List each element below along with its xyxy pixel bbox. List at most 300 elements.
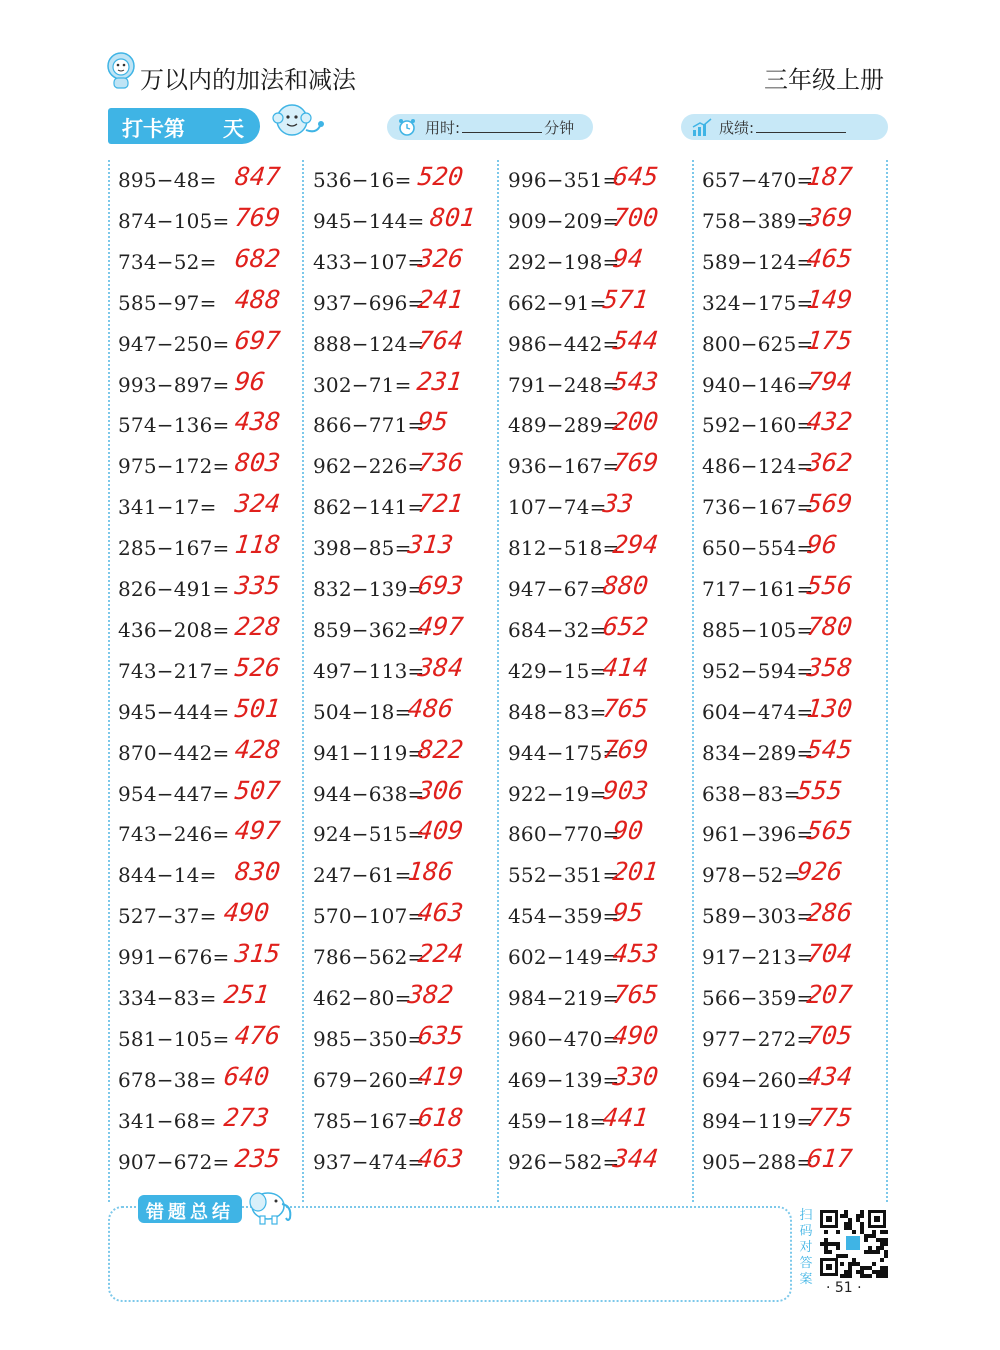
handwritten-answer[interactable]: 463: [416, 1143, 465, 1173]
exercise-row: [118, 487, 303, 528]
handwritten-answer[interactable]: 507: [233, 775, 282, 805]
equation: 996−351=: [508, 168, 620, 192]
exercise-row: [508, 528, 693, 569]
equation: 978−52=: [702, 863, 801, 888]
handwritten-answer[interactable]: 294: [611, 530, 660, 560]
equation: 589−303=: [702, 904, 814, 929]
exercise-row: [508, 405, 693, 446]
equation: 107−74=: [508, 495, 607, 520]
equation: 977−272=: [702, 1026, 814, 1051]
equation: 462−80=: [313, 986, 412, 1010]
exercise-row: [118, 978, 303, 1019]
exercise-row: [118, 1101, 303, 1142]
equation: 302−71=: [313, 372, 412, 397]
equation: 589−124=: [702, 249, 814, 274]
equation: 985−350=: [313, 1026, 425, 1051]
exercise-row: [313, 610, 498, 651]
exercise-row: [313, 814, 498, 855]
equation: 334−83=: [118, 986, 217, 1010]
handwritten-answer[interactable]: 358: [805, 652, 854, 682]
handwritten-answer[interactable]: 434: [805, 1061, 854, 1091]
handwritten-answer[interactable]: 617: [805, 1143, 854, 1173]
equation: 592−160=: [702, 413, 814, 438]
handwritten-answer[interactable]: 697: [233, 325, 282, 355]
equation: 791−248=: [508, 372, 620, 397]
exercise-row: [118, 365, 303, 406]
handwritten-answer[interactable]: 721: [416, 489, 465, 519]
handwritten-answer[interactable]: 490: [222, 898, 271, 928]
handwritten-answer[interactable]: 414: [601, 652, 650, 682]
exercise-row: [508, 283, 693, 324]
handwritten-answer[interactable]: 201: [611, 857, 660, 887]
equation: 743−217=: [118, 658, 230, 683]
equation: 944−175=: [508, 740, 620, 765]
exercise-row: [313, 1142, 498, 1183]
equation: 924−515=: [313, 822, 425, 847]
handwritten-answer[interactable]: 419: [416, 1061, 465, 1091]
exercise-row: [118, 324, 303, 365]
handwritten-answer[interactable]: 769: [601, 734, 650, 764]
equation: 552−351=: [508, 863, 620, 888]
grade-label: 三年级上册: [764, 66, 884, 94]
equation: 341−68=: [118, 1108, 217, 1133]
exercise-row: [702, 774, 887, 815]
handwritten-answer[interactable]: 428: [233, 734, 282, 764]
equation: 926−582=: [508, 1149, 620, 1174]
equation: 504−18=: [313, 699, 412, 724]
exercise-row: [118, 937, 303, 978]
handwritten-answer[interactable]: 224: [416, 939, 465, 969]
score-box: [681, 114, 888, 140]
equation: 993−897=: [118, 372, 230, 397]
handwritten-answer[interactable]: 251: [222, 980, 271, 1009]
handwritten-answer[interactable]: 94: [611, 243, 645, 273]
exercise-row: [702, 283, 887, 324]
equation: 489−289=: [508, 413, 620, 438]
equation: 984−219=: [508, 986, 620, 1010]
exercise-row: [702, 324, 887, 365]
exercise-row: [508, 937, 693, 978]
elephant-icon: [246, 1186, 296, 1226]
equation: 859−362=: [313, 617, 425, 642]
exercise-row: [118, 1060, 303, 1101]
handwritten-answer[interactable]: 545: [805, 734, 854, 764]
time-input[interactable]: [462, 117, 542, 133]
exercise-row: [313, 855, 498, 896]
exercise-row: [508, 896, 693, 937]
exercise-row: [702, 855, 887, 896]
handwritten-answer[interactable]: 501: [233, 693, 282, 723]
exercise-row: [118, 283, 303, 324]
exercise-row: [702, 1060, 887, 1101]
exercise-row: [702, 814, 887, 855]
exercise-row: [508, 569, 693, 610]
equation: 247−61=: [313, 863, 412, 888]
equation: 694−260=: [702, 1067, 814, 1092]
equation: 962−226=: [313, 454, 425, 479]
exercise-row: [313, 569, 498, 610]
exercise-row: [313, 160, 498, 201]
equation: 834−289=: [702, 740, 814, 765]
handwritten-answer[interactable]: 903: [601, 775, 650, 805]
exercise-row: [313, 1060, 498, 1101]
equation: 604−474=: [702, 699, 814, 724]
handwritten-answer[interactable]: 847: [233, 162, 282, 191]
equation: 826−491=: [118, 577, 230, 601]
exercise-row: [702, 651, 887, 692]
equation: 679−260=: [313, 1067, 425, 1092]
handwritten-answer[interactable]: 497: [233, 816, 282, 846]
exercise-row: [118, 405, 303, 446]
handwritten-answer[interactable]: 476: [233, 1020, 282, 1050]
handwritten-answer[interactable]: 780: [805, 611, 854, 641]
equation: 433−107=: [313, 249, 425, 274]
time-label: 用时:: [425, 119, 461, 137]
time-unit: 分钟: [544, 119, 575, 137]
handwritten-answer[interactable]: 465: [805, 243, 854, 273]
exercise-row: [702, 405, 887, 446]
exercise-row: [702, 569, 887, 610]
exercise-row: [313, 324, 498, 365]
handwritten-answer[interactable]: 441: [601, 1102, 650, 1132]
equation: 638−83=: [702, 781, 801, 806]
exercise-row: [508, 201, 693, 242]
handwritten-answer[interactable]: 344: [611, 1143, 660, 1173]
page-number: · 51 ·: [826, 1280, 862, 1296]
equation: 866−771=: [313, 413, 425, 438]
exercise-row: [118, 733, 303, 774]
score-label: 成绩:: [719, 119, 755, 137]
exercise-row: [313, 487, 498, 528]
exercise-row: [118, 814, 303, 855]
handwritten-answer[interactable]: 556: [805, 571, 854, 600]
exercise-row: [313, 978, 498, 1019]
exercise-row: [313, 651, 498, 692]
handwritten-answer[interactable]: 765: [601, 693, 650, 723]
banner-suffix: 天: [223, 117, 244, 141]
handwritten-answer[interactable]: 95: [416, 407, 450, 437]
exercise-row: [508, 774, 693, 815]
handwritten-answer[interactable]: 306: [416, 775, 465, 805]
exercise-column: [498, 160, 693, 1202]
exercise-row: [313, 365, 498, 406]
handwritten-answer[interactable]: 486: [406, 693, 455, 723]
equation: 895−48=: [118, 168, 217, 192]
handwritten-answer[interactable]: 769: [233, 202, 282, 232]
score-input[interactable]: [756, 117, 846, 133]
exercise-row: [702, 487, 887, 528]
alarm-clock-icon: [397, 117, 417, 137]
handwritten-answer[interactable]: 335: [233, 571, 282, 600]
exercise-row: [313, 528, 498, 569]
handwritten-answer[interactable]: 96: [805, 530, 839, 560]
equation: 844−14=: [118, 863, 217, 888]
equation: 436−208=: [118, 617, 230, 642]
equation: 860−770=: [508, 822, 620, 847]
exercise-row: [118, 1019, 303, 1060]
exercise-row: [702, 1019, 887, 1060]
handwritten-answer[interactable]: 149: [805, 284, 854, 314]
equation: 662−91=: [508, 290, 607, 315]
handwritten-answer[interactable]: 704: [805, 939, 854, 969]
bar-chart-icon: [691, 117, 713, 137]
exercise-row: [508, 365, 693, 406]
handwritten-answer[interactable]: 769: [611, 448, 660, 478]
equation: 684−32=: [508, 617, 607, 642]
equation: 874−105=: [118, 208, 230, 233]
exercise-row: [702, 610, 887, 651]
handwritten-answer[interactable]: 775: [805, 1102, 854, 1132]
exercise-row: [313, 1019, 498, 1060]
handwritten-answer[interactable]: 565: [805, 816, 854, 846]
equation: 937−474=: [313, 1149, 425, 1174]
equation: 862−141=: [313, 495, 425, 520]
lion-icon: [105, 50, 137, 90]
equation: 832−139=: [313, 577, 425, 601]
exercise-row: [313, 733, 498, 774]
time-box: [387, 114, 593, 140]
equation: 429−15=: [508, 658, 607, 683]
exercise-row: [702, 160, 887, 201]
exercise-row: [313, 446, 498, 487]
handwritten-answer[interactable]: 286: [805, 898, 854, 928]
handwritten-answer[interactable]: 90: [611, 816, 645, 846]
exercise-row: [118, 528, 303, 569]
equation: 657−470=: [702, 168, 814, 192]
exercise-row: [118, 896, 303, 937]
exercise-row: [313, 242, 498, 283]
exercise-row: [118, 774, 303, 815]
equation: 678−38=: [118, 1067, 217, 1092]
equation: 909−209=: [508, 208, 620, 233]
exercise-row: [508, 446, 693, 487]
handwritten-answer[interactable]: 207: [805, 980, 854, 1009]
mistake-summary-label: 错题总结: [138, 1195, 242, 1223]
exercise-row: [702, 242, 887, 283]
handwritten-answer[interactable]: 235: [233, 1143, 282, 1173]
handwritten-answer[interactable]: 488: [233, 284, 282, 314]
handwritten-answer[interactable]: 555: [795, 775, 844, 805]
handwritten-answer[interactable]: 313: [406, 530, 455, 560]
exercise-row: [118, 692, 303, 733]
handwritten-answer[interactable]: 520: [416, 162, 465, 191]
exercise-row: [508, 1101, 693, 1142]
handwritten-answer[interactable]: 571: [601, 284, 650, 314]
handwritten-answer[interactable]: 241: [416, 284, 465, 314]
handwritten-answer[interactable]: 822: [416, 734, 465, 764]
exercise-row: [508, 1142, 693, 1183]
handwritten-answer[interactable]: 682: [233, 243, 282, 273]
handwritten-answer[interactable]: 526: [233, 652, 282, 682]
handwritten-answer[interactable]: 645: [611, 162, 660, 191]
handwritten-answer[interactable]: 330: [611, 1061, 660, 1091]
handwritten-answer[interactable]: 130: [805, 693, 854, 723]
handwritten-answer[interactable]: 830: [233, 857, 282, 887]
handwritten-answer[interactable]: 652: [601, 611, 650, 641]
handwritten-answer[interactable]: 200: [611, 407, 660, 437]
exercise-row: [702, 446, 887, 487]
exercise-row: [118, 160, 303, 201]
exercise-row: [118, 569, 303, 610]
exercise-row: [118, 446, 303, 487]
exercise-row: [313, 937, 498, 978]
handwritten-answer[interactable]: 880: [601, 571, 650, 600]
equation: 947−250=: [118, 331, 230, 356]
handwritten-answer[interactable]: 186: [406, 857, 455, 887]
handwritten-answer[interactable]: 324: [233, 489, 282, 519]
handwritten-answer[interactable]: 228: [233, 611, 282, 641]
handwritten-answer[interactable]: 497: [416, 611, 465, 641]
equation: 800−625=: [702, 331, 814, 356]
handwritten-answer[interactable]: 705: [805, 1020, 854, 1050]
equation: 975−172=: [118, 454, 230, 479]
equation: 941−119=: [313, 740, 425, 765]
equation: 454−359=: [508, 904, 620, 929]
equation: 870−442=: [118, 740, 230, 765]
handwritten-answer[interactable]: 432: [805, 407, 854, 437]
equation: 285−167=: [118, 536, 230, 561]
handwritten-answer[interactable]: 635: [416, 1020, 465, 1050]
handwritten-answer[interactable]: 490: [611, 1020, 660, 1050]
equation: 486−124=: [702, 454, 814, 479]
exercise-row: [702, 978, 887, 1019]
equation: 940−146=: [702, 372, 814, 397]
handwritten-answer[interactable]: 463: [416, 898, 465, 928]
exercise-row: [118, 610, 303, 651]
handwritten-answer[interactable]: 926: [795, 857, 844, 887]
equation: 574−136=: [118, 413, 230, 438]
qr-code-icon[interactable]: [818, 1208, 888, 1278]
equation: 324−175=: [702, 290, 814, 315]
exercise-row: [508, 814, 693, 855]
page-title: 万以内的加法和减法: [140, 66, 356, 94]
equation: 581−105=: [118, 1026, 230, 1051]
exercise-row: [313, 774, 498, 815]
equation: 758−389=: [702, 208, 814, 233]
handwritten-answer[interactable]: 453: [611, 939, 660, 969]
equation: 570−107=: [313, 904, 425, 929]
handwritten-answer[interactable]: 118: [233, 530, 282, 560]
handwritten-answer[interactable]: 315: [233, 939, 282, 969]
equation: 960−470=: [508, 1026, 620, 1051]
handwritten-answer[interactable]: 273: [222, 1102, 271, 1132]
equation: 812−518=: [508, 536, 620, 561]
equation: 936−167=: [508, 454, 620, 479]
equation: 937−696=: [313, 290, 425, 315]
exercise-row: [508, 1019, 693, 1060]
exercise-row: [118, 201, 303, 242]
exercise-column: [108, 160, 303, 1202]
equation: 905−288=: [702, 1149, 814, 1174]
equation: 527−37=: [118, 904, 217, 929]
handwritten-answer[interactable]: 409: [416, 816, 465, 846]
handwritten-answer[interactable]: 33: [601, 489, 635, 519]
exercise-row: [508, 160, 693, 201]
handwritten-answer[interactable]: 764: [416, 325, 465, 355]
exercise-row: [118, 1142, 303, 1183]
equation: 743−246=: [118, 822, 230, 847]
exercise-row: [702, 937, 887, 978]
exercise-row: [508, 733, 693, 774]
exercise-row: [508, 1060, 693, 1101]
exercise-row: [702, 365, 887, 406]
equation: 717−161=: [702, 577, 814, 601]
handwritten-answer[interactable]: 640: [222, 1061, 271, 1091]
equation: 944−638=: [313, 781, 425, 806]
exercise-row: [118, 855, 303, 896]
equation: 922−19=: [508, 781, 607, 806]
equation: 469−139=: [508, 1067, 620, 1092]
handwritten-answer[interactable]: 736: [416, 448, 465, 478]
equation: 885−105=: [702, 617, 814, 642]
banner-prefix: 打卡第: [122, 117, 185, 141]
exercise-row: [508, 324, 693, 365]
equation: 947−67=: [508, 577, 607, 601]
equation: 341−17=: [118, 495, 217, 520]
handwritten-answer[interactable]: 438: [233, 407, 282, 437]
handwritten-answer[interactable]: 187: [805, 162, 854, 191]
equation: 585−97=: [118, 290, 217, 315]
handwritten-answer[interactable]: 362: [805, 448, 854, 478]
handwritten-answer[interactable]: 175: [805, 325, 854, 355]
equation: 786−562=: [313, 945, 425, 970]
exercise-row: [508, 651, 693, 692]
handwritten-answer[interactable]: 384: [416, 652, 465, 682]
handwritten-answer[interactable]: 794: [805, 366, 854, 396]
handwritten-answer[interactable]: 369: [805, 202, 854, 232]
exercise-row: [118, 651, 303, 692]
equation: 848−83=: [508, 699, 607, 724]
monkey-icon: [270, 100, 326, 146]
handwritten-answer[interactable]: 543: [611, 366, 660, 396]
exercise-row: [508, 610, 693, 651]
exercise-row: [313, 405, 498, 446]
equation: 734−52=: [118, 249, 217, 274]
handwritten-answer[interactable]: 693: [416, 571, 465, 600]
handwritten-answer[interactable]: 95: [611, 898, 645, 928]
equation: 536−16=: [313, 168, 412, 192]
equation: 398−85=: [313, 536, 412, 561]
equation: 736−167=: [702, 495, 814, 520]
equation: 954−447=: [118, 781, 230, 806]
exercise-row: [702, 896, 887, 937]
exercise-row: [702, 692, 887, 733]
handwritten-answer[interactable]: 801: [428, 202, 477, 232]
equation: 945−144=: [313, 208, 425, 233]
equation: 894−119=: [702, 1108, 814, 1133]
handwritten-answer[interactable]: 700: [611, 202, 660, 232]
handwritten-answer[interactable]: 618: [416, 1102, 465, 1132]
handwritten-answer[interactable]: 569: [805, 489, 854, 519]
handwritten-answer[interactable]: 765: [611, 980, 660, 1009]
checkin-banner: [108, 108, 260, 144]
handwritten-answer[interactable]: 326: [416, 243, 465, 273]
exercise-row: [313, 692, 498, 733]
exercise-row: [508, 978, 693, 1019]
exercise-row: [702, 528, 887, 569]
exercise-row: [313, 283, 498, 324]
equation: 888−124=: [313, 331, 425, 356]
handwritten-answer[interactable]: 382: [406, 980, 455, 1009]
handwritten-answer[interactable]: 803: [233, 448, 282, 478]
exercise-row: [313, 896, 498, 937]
exercise-grid: [108, 160, 888, 1202]
equation: 497−113=: [313, 658, 425, 683]
handwritten-answer[interactable]: 96: [233, 366, 267, 396]
handwritten-answer[interactable]: 231: [415, 366, 464, 396]
handwritten-answer[interactable]: 544: [611, 325, 660, 355]
equation: 917−213=: [702, 945, 814, 970]
